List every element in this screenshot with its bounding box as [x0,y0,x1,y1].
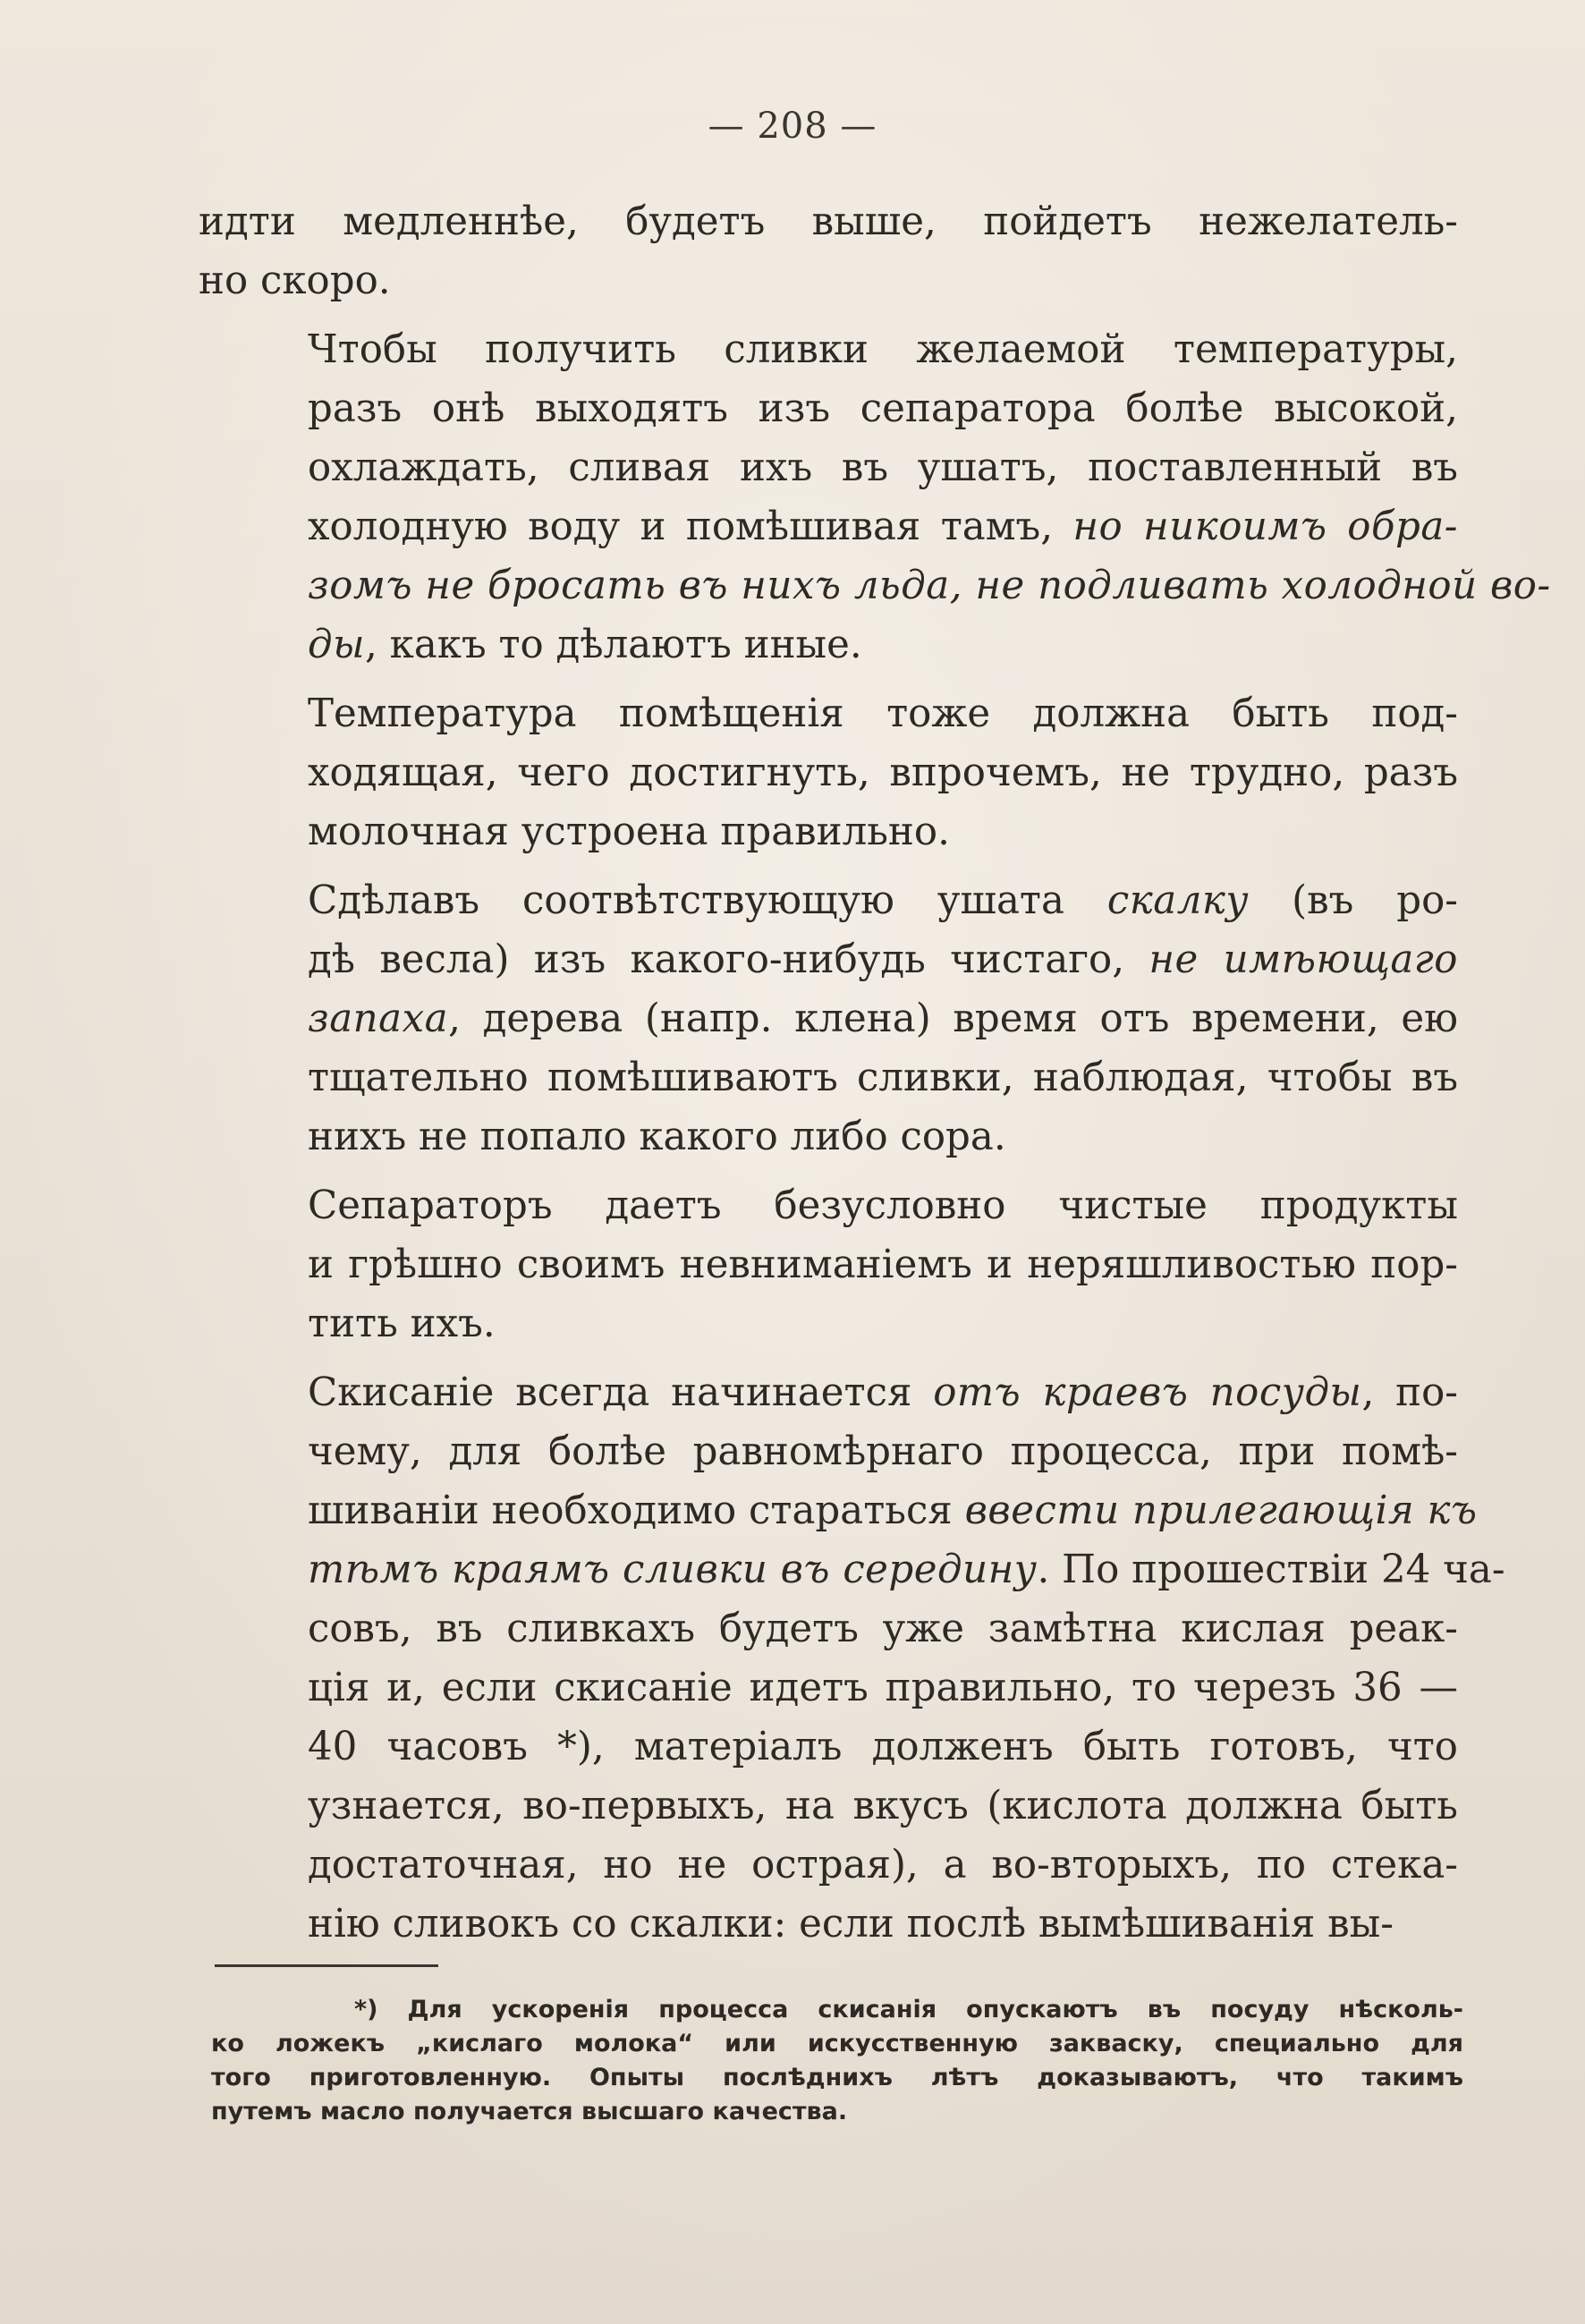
text-line [199,1235,1458,1294]
italic-text: зомъ не бросать въ нихъ льда, не подливать холодной во- [308,564,1551,608]
italic-text: отъ краевъ посуды [933,1370,1362,1415]
text-run: ходящая, чего достигнуть, впрочемъ, не трудно, разъ [308,751,1458,795]
italic-text: запаха [308,997,449,1041]
footnote-line: *) Для ускоренія процесса скисанія опускаютъ въ посуду нѣсколь- [354,1996,1463,2023]
text-run: молочная устроена правильно. [308,810,950,854]
text-line [199,320,1458,379]
text-run: совъ, въ сливкахъ будетъ уже замѣтна кислая реак- [308,1607,1458,1651]
text-line [199,1599,1458,1658]
text-run: разъ онѣ выходятъ изъ сепаратора болѣе высокой, [308,386,1458,431]
footnote-line: того приготовленную. Опыты послѣднихъ лѣтъ доказываютъ, что такимъ [211,2064,1463,2091]
text-run: . По прошествіи 24 ча- [1037,1548,1505,1592]
text-line [199,1422,1458,1481]
text-line [199,684,1458,743]
text-line [199,615,1458,674]
paragraph [199,684,1458,861]
text-run: дѣ весла) изъ какого-нибудь чистаго, [308,937,1149,982]
text-run: Температура помѣщенія тоже должна быть под- [308,691,1458,736]
paragraph [199,871,1458,1166]
text-run: нихъ не попало какого либо сора. [308,1115,1006,1159]
text-run: Скисаніе всегда начинается [308,1370,934,1415]
text-line [199,438,1458,497]
italic-text: скалку [1106,878,1250,923]
text-line [199,871,1458,930]
text-run: Сепараторъ даетъ безусловно чистые продукты [308,1183,1458,1228]
footnote [211,1993,1463,2129]
text-line [199,802,1458,861]
paragraph [199,1363,1505,1954]
text-line [199,930,1458,989]
italic-text: не имѣющаго [1148,937,1458,982]
text-run: , дерева (напр. клена) время отъ времени, ею [448,997,1458,1041]
text-run: шиваніи необходимо стараться [308,1489,965,1533]
footnote-line: путемъ масло получается высшаго качества. [211,2098,848,2125]
text-line [199,1658,1458,1718]
text-line [199,1836,1458,1895]
paragraph [199,1176,1458,1353]
italic-text: тѣмъ краямъ сливки въ середину [308,1548,1038,1592]
text-line [199,192,1458,251]
text-run: охлаждать, сливая ихъ въ ушатъ, поставленный въ [308,445,1458,490]
text-line [199,1107,1458,1166]
text-run: 40 часовъ *), матеріалъ долженъ быть готовъ, что [308,1725,1458,1769]
text-run: Сдѣлавъ соотвѣтствующую ушата [308,878,1107,923]
text-run: ція и, если скисаніе идетъ правильно, то черезъ 36 — [308,1666,1458,1710]
page-number: — 208 — [708,106,877,147]
text-line [199,251,1458,310]
text-line [199,743,1458,802]
text-run: узнается, во-первыхъ, на вкусъ (кислота должна быть [308,1784,1458,1828]
text-run: (въ ро- [1249,878,1458,923]
text-line [199,1540,1505,1599]
paragraph [199,192,1458,310]
text-run: , по- [1361,1370,1458,1415]
text-line [199,1481,1478,1540]
text-run: , какъ то дѣлаютъ иные. [365,623,862,667]
text-line [199,989,1458,1048]
text-line [199,1176,1458,1235]
text-line [199,497,1458,556]
text-line [199,556,1551,615]
text-line [199,1895,1458,1954]
text-line [199,1777,1458,1836]
footnote-separator [215,1964,438,1967]
text-line [199,1048,1458,1107]
text-run: но скоро. [199,259,391,303]
text-line [199,1718,1458,1777]
text-run: тщательно помѣшиваютъ сливки, наблюдая, чтобы въ [308,1056,1458,1100]
text-line [199,379,1458,438]
italic-text: ды [308,623,365,667]
text-run: идти медленнѣе, будетъ выше, пойдетъ нежелатель- [199,199,1458,244]
text-line [199,1294,1458,1353]
text-run: тить ихъ. [308,1302,496,1346]
italic-text: ввести прилегающія къ [964,1489,1478,1533]
text-run: чему, для болѣе равномѣрнаго процесса, при помѣ- [308,1429,1458,1474]
text-run: холодную воду и помѣшивая тамъ, [308,505,1073,549]
text-run: нію сливокъ со скалки: если послѣ вымѣшиванія вы- [308,1902,1394,1947]
italic-text: но никоимъ обра- [1072,505,1458,549]
main-text [199,192,1551,1964]
text-run: и грѣшно своимъ невниманіемъ и неряшливостью пор- [308,1243,1458,1287]
text-run: Чтобы получить сливки желаемой температуры, [308,327,1458,372]
text-run: достаточная, но не острая), а во-вторыхъ, по стека- [308,1843,1458,1887]
footnote-line: ко ложекъ „кислаго молока“ или искусственную закваску, специально для [211,2030,1463,2057]
paragraph [199,320,1551,674]
text-line [199,1363,1458,1422]
